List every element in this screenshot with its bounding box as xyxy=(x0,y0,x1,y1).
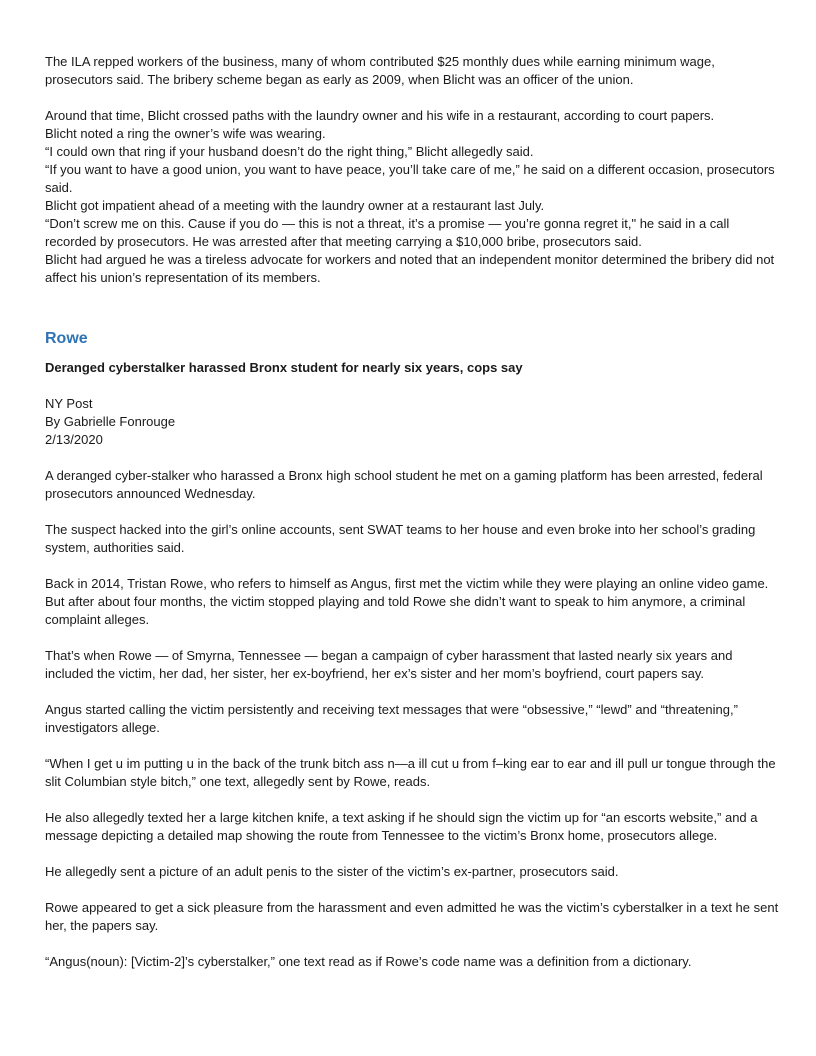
document-body xyxy=(45,53,780,971)
article-date: 2/13/2020 xyxy=(45,432,103,447)
paragraph: Angus started calling the victim persistently and receiving text messages that were “obsessive,” “lewd” and “threatening,” investigators allege. xyxy=(45,702,738,735)
paragraph: He also allegedly texted her a large kitchen knife, a text asking if he should sign the victim up for “an escorts website,” and a message depicting a detailed map showing the route from Tennessee to the victim’s Bronx home, prosecutors allege. xyxy=(45,810,758,843)
article-source: NY Post xyxy=(45,396,93,411)
paragraph: Around that time, Blicht crossed paths with the laundry owner and his wife in a restaurant, according to court papers. xyxy=(45,108,715,123)
paragraph: The ILA repped workers of the business, many of whom contributed $25 monthly dues while earning minimum wage, prosecutors said. The bribery scheme began as early as 2009, when Blicht was an officer of the union. xyxy=(45,54,715,87)
paragraph: Blicht noted a ring the owner’s wife was wearing. xyxy=(45,126,326,141)
paragraph: “I could own that ring if your husband doesn’t do the right thing,” Blicht allegedly said. xyxy=(45,144,534,159)
paragraph: Back in 2014, Tristan Rowe, who refers to himself as Angus, first met the victim while they were playing an online video game. But after about four months, the victim stopped playing and told Rowe she didn’t want to speak to him anymore, a criminal complaint alleges. xyxy=(45,576,769,627)
paragraph: He allegedly sent a picture of an adult penis to the sister of the victim’s ex-partner, prosecutors said. xyxy=(45,864,619,879)
paragraph: “Angus(noun): [Victim-2]’s cyberstalker,” one text read as if Rowe’s code name was a definition from a dictionary. xyxy=(45,954,692,969)
paragraph: “Don’t screw me on this. Cause if you do — this is not a threat, it’s a promise — you’re gonna regret it," he said in a call recorded by prosecutors. He was arrested after that meeting carrying a $10,000 bribe, prosecutors said. xyxy=(45,216,730,249)
paragraph: The suspect hacked into the girl’s online accounts, sent SWAT teams to her house and even broke into her school’s grading system, authorities said. xyxy=(45,522,756,555)
article-byline: By Gabrielle Fonrouge xyxy=(45,414,176,429)
article-title: Deranged cyberstalker harassed Bronx student for nearly six years, cops say xyxy=(45,360,523,375)
paragraph: “If you want to have a good union, you want to have peace, you’ll take care of me,” he said on a different occasion, prosecutors said. xyxy=(45,162,775,195)
section-heading: Rowe xyxy=(45,330,88,347)
paragraph: A deranged cyber-stalker who harassed a Bronx high school student he met on a gaming platform has been arrested, federal prosecutors announced Wednesday. xyxy=(45,468,763,501)
paragraph: “When I get u im putting u in the back of the trunk bitch ass n—a ill cut u from f–king ear to ear and ill pull ur tongue through the slit Columbian style bitch,” one text, allegedly sent by Rowe, reads. xyxy=(45,756,776,789)
paragraph: Blicht got impatient ahead of a meeting with the laundry owner at a restaurant last July. xyxy=(45,198,545,213)
paragraph: Blicht had argued he was a tireless advocate for workers and noted that an independent monitor determined the bribery did not affect his union’s representation of its members. xyxy=(45,252,775,285)
paragraph: Rowe appeared to get a sick pleasure from the harassment and even admitted he was the victim’s cyberstalker in a text he sent her, the papers say. xyxy=(45,900,779,933)
paragraph: That’s when Rowe — of Smyrna, Tennessee — began a campaign of cyber harassment that lasted nearly six years and included the victim, her dad, her sister, her ex-boyfriend, her ex’s sister and her mom’s boyfriend, court papers say. xyxy=(45,648,733,681)
